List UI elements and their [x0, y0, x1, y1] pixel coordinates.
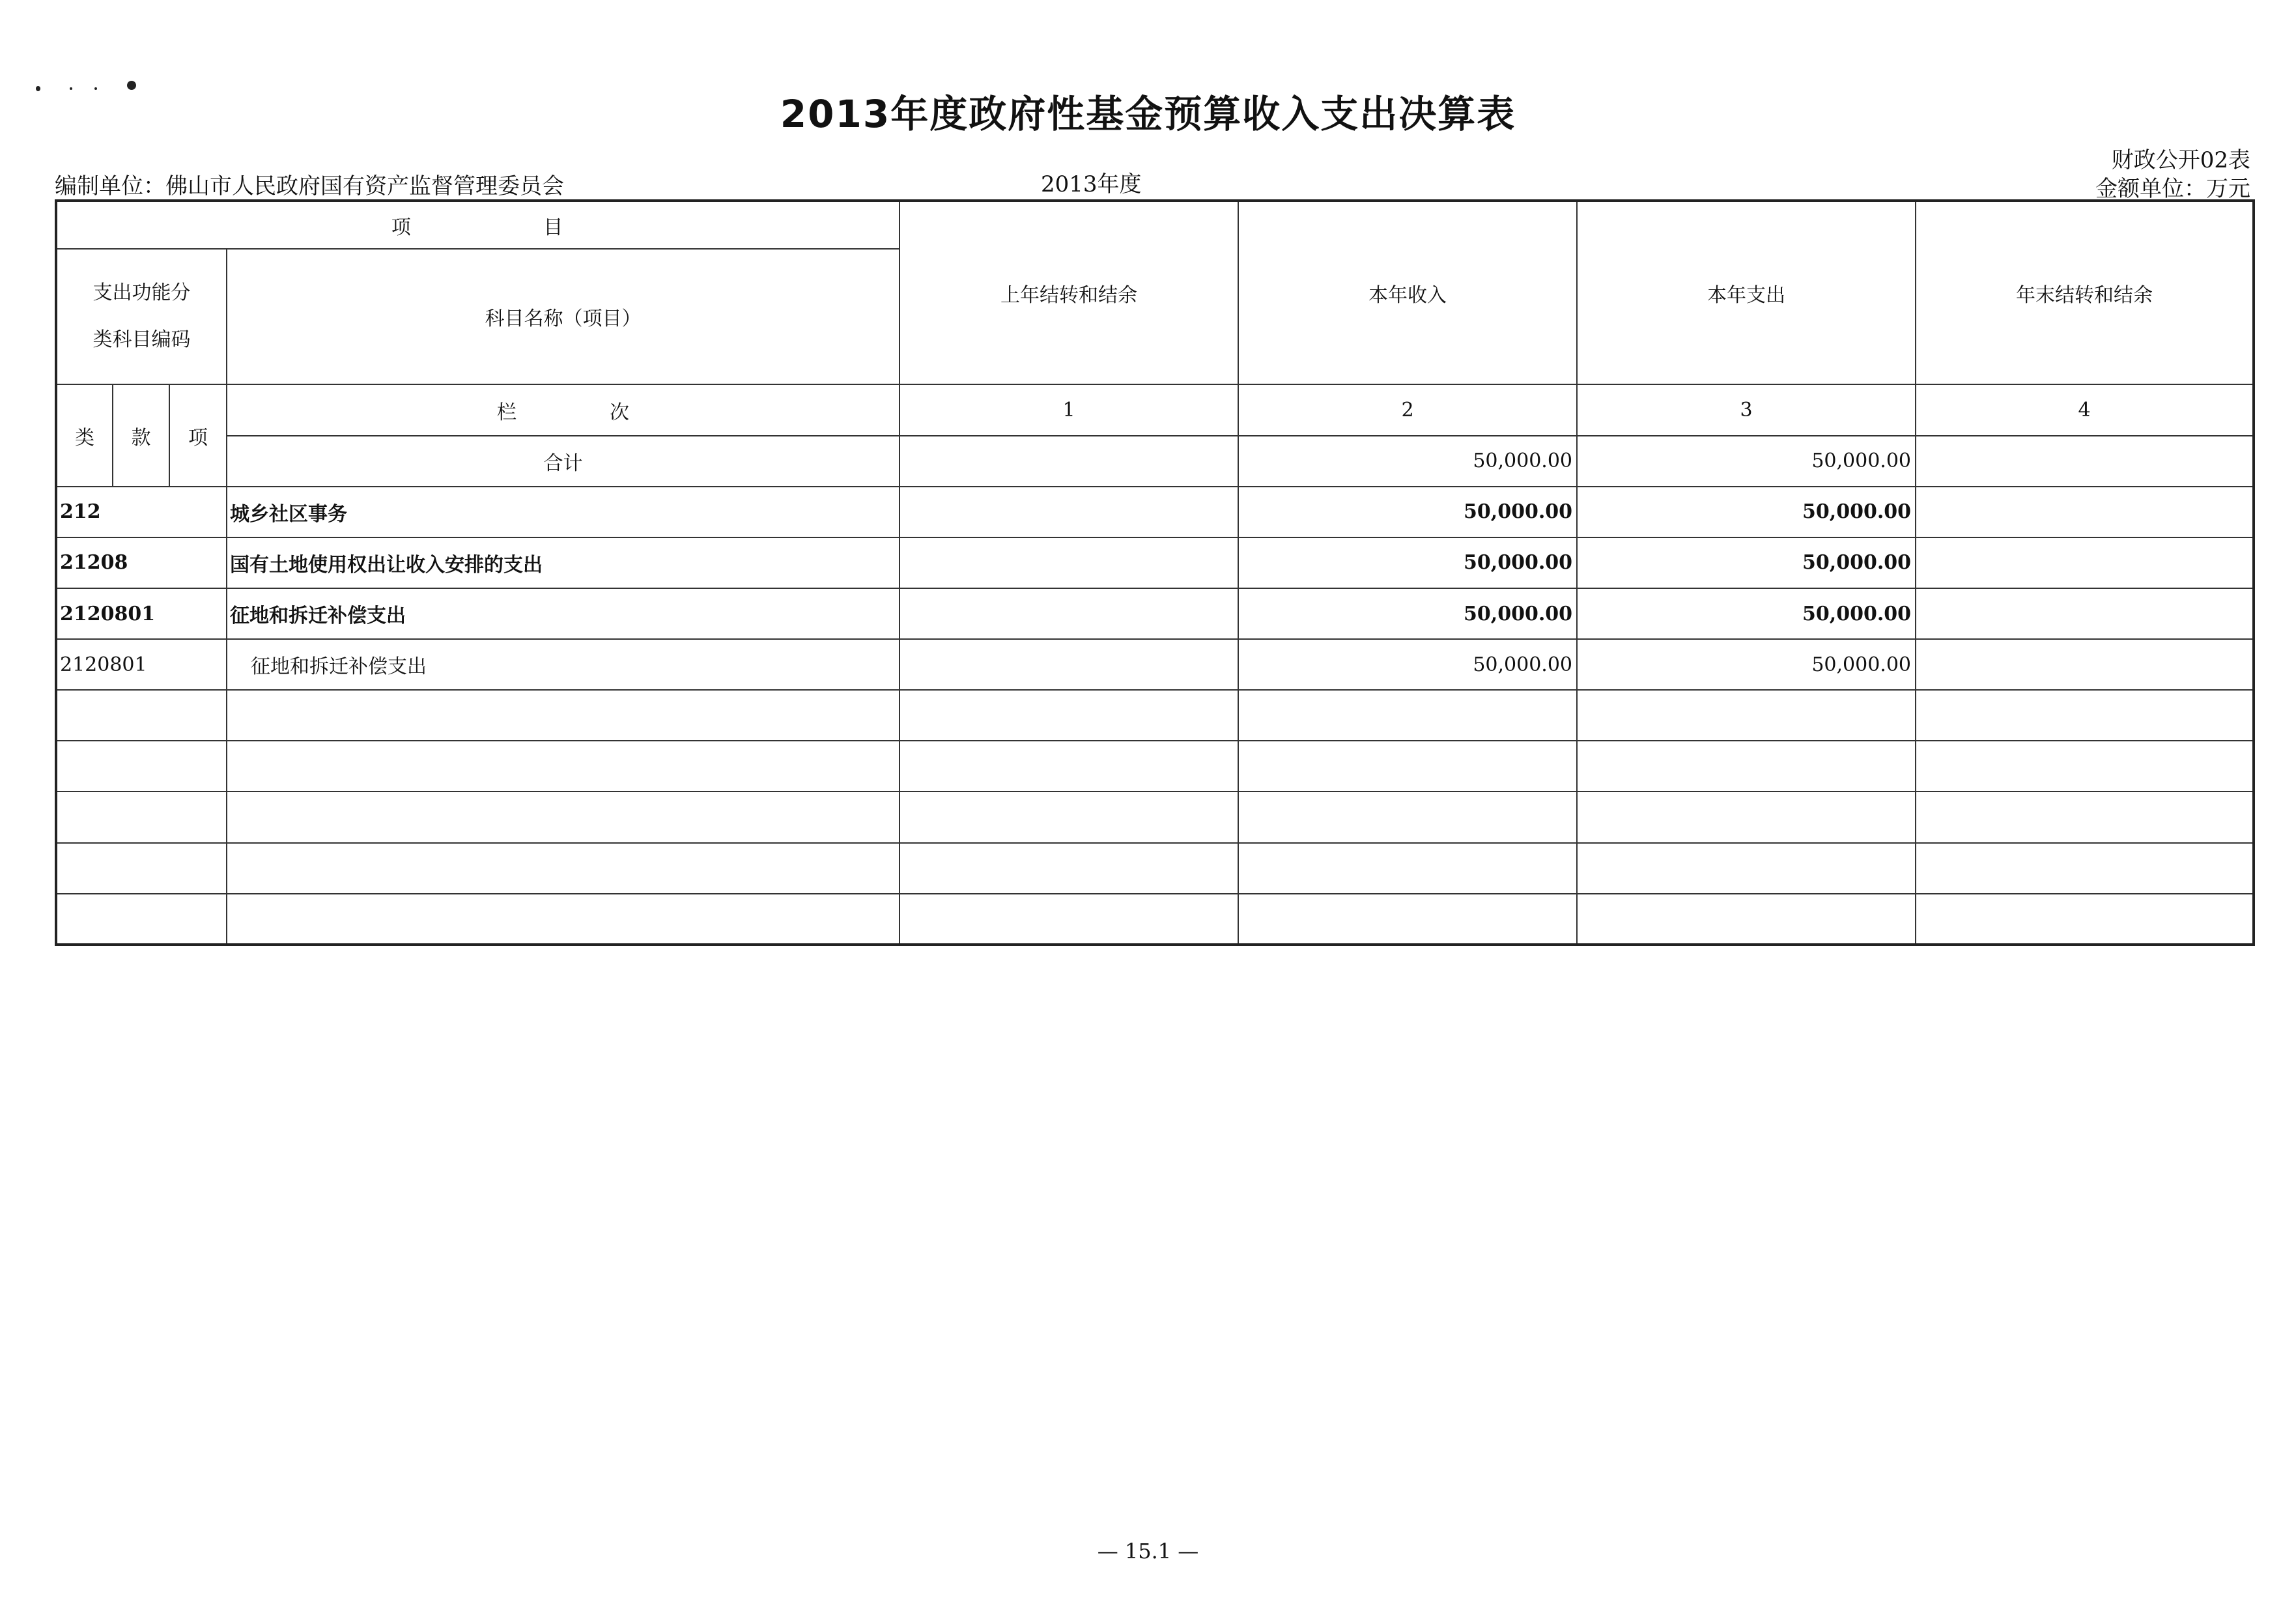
table-row [56, 639, 2254, 690]
row-end [1916, 537, 2254, 588]
table-row [56, 487, 2254, 537]
row-income: 50,000.00 [1238, 487, 1577, 537]
header-subject-name: 科目名称（项目） [227, 249, 900, 384]
row-expense: 50,000.00 [1577, 588, 1916, 639]
header-seq-3: 3 [1577, 384, 1916, 435]
row-code: 212 [56, 487, 227, 537]
header-func-class-line2: 类科目编码 [92, 328, 191, 352]
row-name: 城乡社区事务 [227, 487, 900, 537]
header-seq-1: 1 [900, 384, 1238, 435]
amount-unit: 金额单位：万元 [2095, 176, 2250, 202]
row-end [1916, 588, 2254, 639]
row-code: 2120801 [56, 588, 227, 639]
header-row-item [56, 201, 2254, 249]
row-prev [900, 487, 1238, 537]
header-income: 本年收入 [1238, 201, 1577, 384]
header-kuan: 款 [113, 384, 169, 486]
row-name: 征地和拆迁补偿支出 [227, 588, 900, 639]
row-income: 50,000.00 [1238, 639, 1577, 690]
page-title: 2013年度政府性基金预算收入支出决算表 [780, 92, 1516, 136]
row-expense: 50,000.00 [1577, 537, 1916, 588]
row-prev [900, 537, 1238, 588]
form-code: 财政公开02表 [2111, 147, 2250, 173]
page-number: — 15.1 — [1097, 1539, 1199, 1563]
budget-table [55, 199, 2255, 946]
row-code: 2120801 [56, 639, 227, 690]
empty-row [56, 741, 2254, 792]
row-end [1916, 487, 2254, 537]
row-code: 21208 [56, 537, 227, 588]
fiscal-year: 2013年度 [1041, 171, 1142, 197]
row-income: 50,000.00 [1238, 537, 1577, 588]
header-lei: 类 [56, 384, 113, 486]
header-prev-balance: 上年结转和结余 [900, 201, 1238, 384]
empty-row [56, 792, 2254, 842]
total-label: 合计 [227, 436, 900, 487]
row-prev [900, 639, 1238, 690]
header-seq-4: 4 [1916, 384, 2254, 435]
total-prev [900, 436, 1238, 487]
header-func-class [56, 249, 227, 384]
row-expense: 50,000.00 [1577, 639, 1916, 690]
row-expense: 50,000.00 [1577, 487, 1916, 537]
row-income: 50,000.00 [1238, 588, 1577, 639]
row-prev [900, 588, 1238, 639]
total-income: 50,000.00 [1238, 436, 1577, 487]
header-row-seq [56, 384, 2254, 435]
empty-row [56, 843, 2254, 894]
header-xiang: 项 [169, 384, 227, 486]
table-row [56, 588, 2254, 639]
header-expense: 本年支出 [1577, 201, 1916, 384]
empty-row [56, 690, 2254, 741]
row-name: 征地和拆迁补偿支出 [227, 639, 900, 690]
header-end-balance: 年末结转和结余 [1916, 201, 2254, 384]
header-func-class-line1: 支出功能分 [92, 281, 191, 305]
table-row [56, 537, 2254, 588]
row-name: 国有土地使用权出让收入安排的支出 [227, 537, 900, 588]
empty-row [56, 894, 2254, 945]
total-row [56, 436, 2254, 487]
header-item: 项 目 [56, 201, 900, 249]
row-end [1916, 639, 2254, 690]
header-column-seq: 栏 次 [227, 384, 900, 435]
total-expense: 50,000.00 [1577, 436, 1916, 487]
compiling-unit: 编制单位：佛山市人民政府国有资产监督管理委员会 [55, 173, 564, 199]
header-seq-2: 2 [1238, 384, 1577, 435]
total-end [1916, 436, 2254, 487]
